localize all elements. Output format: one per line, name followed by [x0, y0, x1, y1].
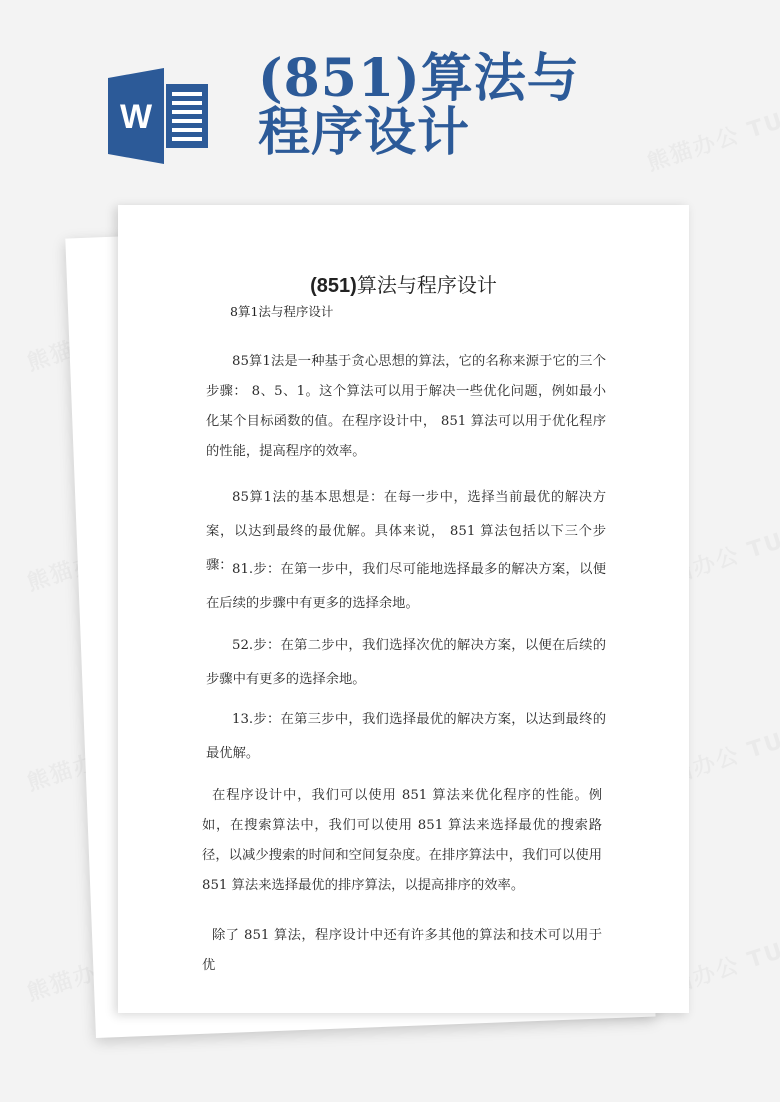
- svg-text:W: W: [119, 98, 153, 136]
- paragraph: 13.步：在第三步中，我们选择最优的解决方案，以达到最终的最优解。: [206, 712, 606, 761]
- document-page: [118, 205, 689, 1013]
- title-prefix: (851): [310, 275, 357, 297]
- title-rest: 算法与程序设计: [356, 273, 497, 297]
- paragraph: 在程序设计中，我们可以使用 851 算法来优化程序的性能。例如，在搜索算法中，我们可以使用 851 算法来选择最优的搜索路径，以减少搜索的时间和空间复杂度。在排序算法中，我们可以使用 851 算法来选择最优的排序算法，以提高排序的效率。: [202, 788, 602, 893]
- cover-title: [258, 48, 678, 163]
- document-subtitle: 8算1法与程序设计: [230, 304, 334, 319]
- cover-title-line2: 程序设计: [258, 102, 471, 163]
- paragraph: 81.步：在第一步中，我们尽可能地选择最多的解决方案，以便在后续的步骤中有更多的选择余地。: [206, 562, 606, 611]
- paragraph: 除了 851 算法，程序设计中还有许多其他的算法和技术可以用于优: [202, 928, 602, 973]
- paragraph: 52.步：在第二步中，我们选择次优的解决方案，以便在后续的步骤中有更多的选择余地。: [206, 638, 606, 687]
- word-document-icon: [108, 68, 210, 164]
- cover-title-line1: (851)算法与: [258, 48, 580, 109]
- document-title: [118, 269, 689, 298]
- paragraph: 85算1法是一种基于贪心思想的算法，它的名称来源于它的三个步骤： 8、5、1。这个算法可以用于解决一些优化问题，例如最小化某个目标函数的值。在程序设计中， 851 算法可以用于优化程序的性能，提高程序的效率。: [206, 354, 606, 459]
- paragraph: 85算1法的基本思想是：在每一步中，选择当前最优的解决方案，以达到最终的最优解。具体来说， 851 算法包括以下三个步骤：: [206, 490, 606, 573]
